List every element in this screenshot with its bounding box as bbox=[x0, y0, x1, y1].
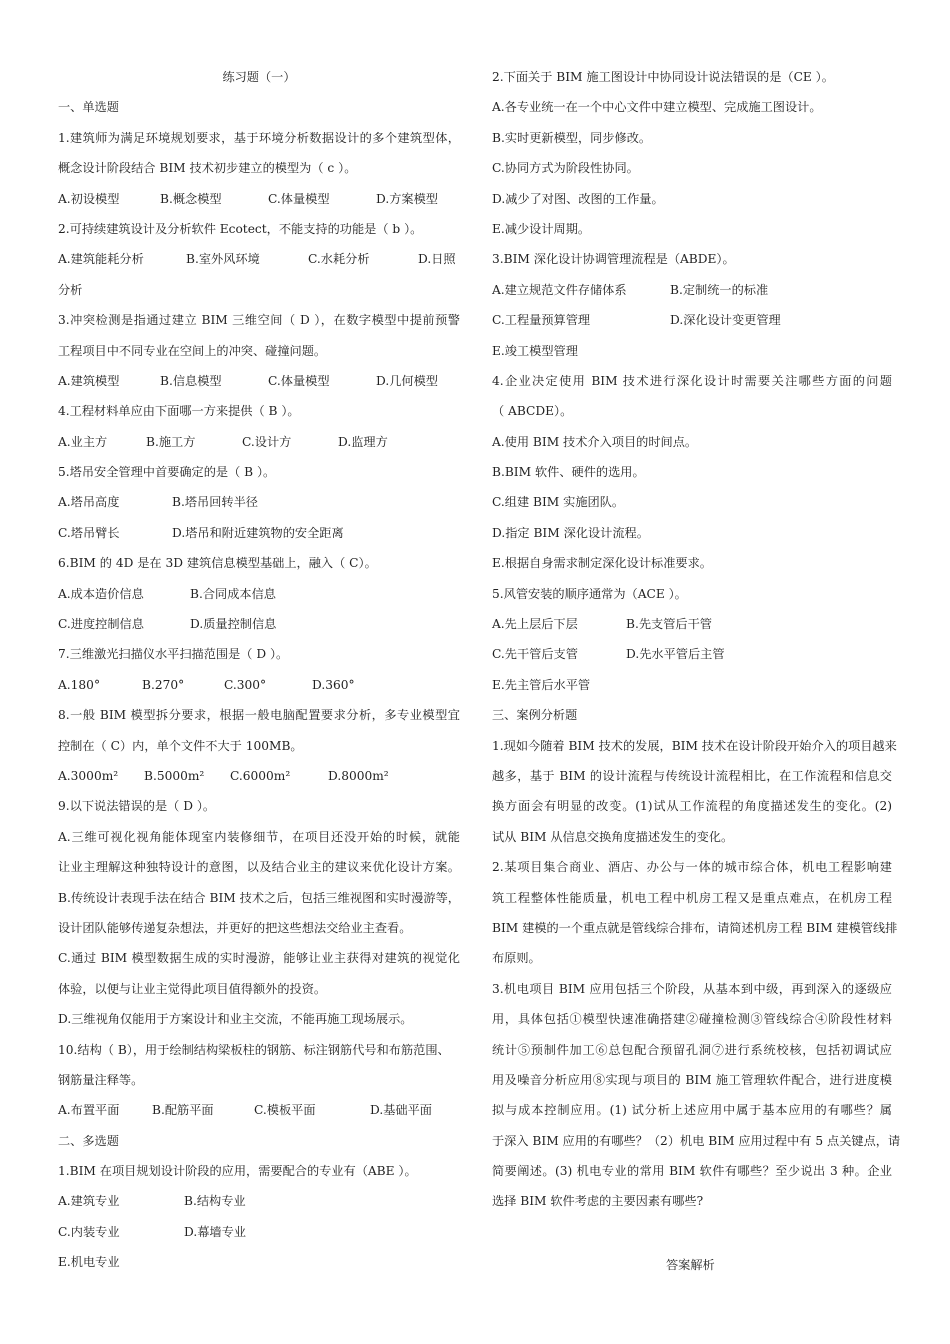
text-line: 试从 BIM 从信息交换角度描述发生的变化。 bbox=[492, 829, 734, 844]
option-row bbox=[58, 244, 460, 274]
option-text: D.基础平面 bbox=[370, 1103, 432, 1118]
option-row bbox=[492, 275, 892, 305]
text-line: 9.以下说法错误的是（ D ）。 bbox=[58, 799, 216, 814]
option-text: A.布置平面 bbox=[58, 1103, 120, 1118]
option-text: C.模板平面 bbox=[254, 1103, 316, 1118]
option-text: A.3000m² bbox=[58, 768, 119, 783]
right-column bbox=[492, 62, 901, 1217]
text-line: 布原则。 bbox=[492, 951, 541, 966]
option-row bbox=[492, 609, 892, 639]
page-title: 练习题（一） bbox=[222, 70, 296, 84]
text-line: 4.企业决定使用 BIM 技术进行深化设计时需要关注哪些方面的问题 bbox=[492, 373, 892, 388]
text-line: 越多，基于 BIM 的设计流程与传统设计流程相比，在工作流程和信息交 bbox=[492, 768, 892, 783]
option-row bbox=[58, 518, 460, 548]
text-line: 概念设计阶段结合 BIM 技术初步建立的模型为（ c ）。 bbox=[58, 161, 357, 176]
option-text: B.合同成本信息 bbox=[190, 586, 276, 601]
text-line: 8.一般 BIM 模型拆分要求，根据一般电脑配置要求分析，多专业模型宜 bbox=[58, 708, 460, 723]
text-line: E.根据自身需求制定深化设计标准要求。 bbox=[492, 556, 712, 571]
text-line: A.三维可视化视角能体现室内装修细节，在项目还没开始的时候，就能 bbox=[58, 829, 460, 844]
option-text: A.先上层后下层 bbox=[492, 617, 578, 632]
option-row bbox=[58, 761, 460, 791]
option-row bbox=[58, 487, 460, 517]
option-text: B.概念模型 bbox=[160, 191, 222, 206]
text-line: E.先主管后水平管 bbox=[492, 677, 591, 692]
text-line: 控制在（ C）内，单个文件不大于 100MB。 bbox=[58, 738, 303, 753]
option-row bbox=[58, 366, 460, 396]
option-text: D.方案模型 bbox=[376, 191, 438, 206]
option-text: C.进度控制信息 bbox=[58, 617, 144, 632]
text-line: 用及噪音分析应用⑧实现与项目的 BIM 施工管理软件配合，进行进度模 bbox=[492, 1072, 892, 1087]
option-text: C.300° bbox=[224, 677, 267, 692]
option-text: C.设计方 bbox=[242, 434, 292, 449]
text-line: BIM 建模的一个重点就是管线综合排布，请简述机房工程 BIM 建模管线排 bbox=[492, 920, 898, 935]
text-line: 2.可持续建筑设计及分析软件 Ecotect，不能支持的功能是（ b ）。 bbox=[58, 221, 423, 236]
text-line: E.减少设计周期。 bbox=[492, 221, 591, 236]
option-row bbox=[58, 427, 460, 457]
option-text: D.深化设计变更管理 bbox=[670, 313, 781, 328]
text-line: C.协同方式为阶段性协同。 bbox=[492, 161, 639, 176]
text-line: 2.某项目集合商业、酒店、办公与一体的城市综合体，机电工程影响建 bbox=[492, 860, 892, 875]
option-row bbox=[58, 184, 460, 214]
option-text: C.工程量预算管理 bbox=[492, 313, 591, 328]
text-line: 设计团队能够传递复杂想法，并更好的把这些想法交给业主查看。 bbox=[58, 920, 412, 935]
option-text: D.日照 bbox=[418, 252, 456, 267]
text-line: 7.三维激光扫描仪水平扫描范围是（ D ）。 bbox=[58, 647, 289, 662]
option-text: D.360° bbox=[312, 677, 355, 692]
text-line: 简要阐述。(3) 机电专业的常用 BIM 软件有哪些？至少说出 3 种。企业 bbox=[492, 1164, 892, 1179]
option-text: B.定制统一的标准 bbox=[670, 282, 769, 297]
option-text: D.先水平管后主管 bbox=[626, 647, 725, 662]
option-row bbox=[58, 1095, 460, 1125]
option-row bbox=[58, 609, 460, 639]
option-text: C.6000m² bbox=[230, 768, 291, 783]
option-text: D.塔吊和附近建筑物的安全距离 bbox=[172, 525, 344, 540]
text-line: A.使用 BIM 技术介入项目的时间点。 bbox=[492, 434, 698, 449]
left-column bbox=[58, 62, 460, 1278]
option-row bbox=[58, 579, 460, 609]
option-text: A.建立规范文件存储体系 bbox=[492, 282, 627, 297]
text-line: 二、多选题 bbox=[58, 1133, 119, 1148]
text-line: （ ABCDE）。 bbox=[492, 404, 573, 419]
text-line: 1.现如今随着 BIM 技术的发展，BIM 技术在设计阶段开始介入的项目越来 bbox=[492, 738, 897, 753]
option-text: C.体量模型 bbox=[268, 373, 330, 388]
text-line: 3.冲突检测是指通过建立 BIM 三维空间（ D ），在数字模型中提前预警 bbox=[58, 313, 460, 328]
option-text: D.质量控制信息 bbox=[190, 617, 277, 632]
text-line: 工程项目中不同专业在空间上的冲突、碰撞问题。 bbox=[58, 343, 327, 358]
text-line: 拟与成本控制应用。(1) 试分析上述应用中属于基本应用的有哪些？属 bbox=[492, 1103, 892, 1118]
text-line: 分析 bbox=[58, 282, 83, 297]
text-line: 统计⑤预制件加工⑥总包配合预留孔洞⑦进行系统校核，包括初调试应 bbox=[492, 1042, 892, 1057]
option-text: A.塔吊高度 bbox=[58, 495, 120, 510]
option-text: B.施工方 bbox=[146, 434, 196, 449]
option-text: A.建筑模型 bbox=[58, 373, 120, 388]
option-row bbox=[492, 305, 892, 335]
text-line: 3.BIM 深化设计协调管理流程是（ABDE）。 bbox=[492, 252, 735, 267]
text-line: 4.工程材料单应由下面哪一方来提供（ B ）。 bbox=[58, 404, 300, 419]
text-line: E.竣工模型管理 bbox=[492, 343, 578, 358]
text-line: 1.BIM 在项目规划设计阶段的应用，需要配合的专业有（ABE ）。 bbox=[58, 1164, 417, 1179]
text-line: 6.BIM 的 4D 是在 3D 建筑信息模型基础上，融入（ C）。 bbox=[58, 556, 377, 571]
option-text: B.结构专业 bbox=[184, 1194, 246, 1209]
option-row bbox=[58, 670, 460, 700]
text-line: C.通过 BIM 模型数据生成的实时漫游，能够让业主获得对建筑的视觉化 bbox=[58, 951, 460, 966]
text-line: 用，具体包括①模型快速准确搭建②碰撞检测③管线综合④阶段性材料 bbox=[492, 1012, 892, 1027]
text-line: 10.结构（ B），用于绘制结构梁板柱的钢筋、标注钢筋代号和布筋范围、 bbox=[58, 1042, 450, 1057]
text-line: 选择 BIM 软件考虑的主要因素有哪些? bbox=[492, 1194, 704, 1209]
option-text: A.初设模型 bbox=[58, 191, 120, 206]
text-line: 2.下面关于 BIM 施工图设计中协同设计说法错误的是（CE ）。 bbox=[492, 70, 834, 84]
option-text: A.建筑专业 bbox=[58, 1194, 120, 1209]
text-line: D.减少了对图、改图的工作量。 bbox=[492, 191, 664, 206]
text-line: E.机电专业 bbox=[58, 1255, 120, 1270]
text-line: 5.风管安装的顺序通常为（ACE ）。 bbox=[492, 586, 687, 601]
option-text: A.业主方 bbox=[58, 434, 108, 449]
text-line: 让业主理解这种独特设计的意图，以及结合业主的建议来优化设计方案。 bbox=[58, 860, 460, 875]
option-text: D.几何模型 bbox=[376, 373, 438, 388]
option-text: B.信息模型 bbox=[160, 373, 222, 388]
option-row bbox=[58, 1217, 460, 1247]
option-text: B.5000m² bbox=[144, 768, 205, 783]
option-text: B.270° bbox=[142, 677, 185, 692]
option-text: D.8000m² bbox=[328, 768, 389, 783]
option-text: B.塔吊回转半径 bbox=[172, 495, 258, 510]
option-row bbox=[58, 1186, 460, 1216]
option-text: D.幕墙专业 bbox=[184, 1224, 246, 1239]
option-text: D.监理方 bbox=[338, 434, 388, 449]
text-line: 体验，以便与让业主觉得此项目值得额外的投资。 bbox=[58, 981, 327, 996]
text-line: D.三维视角仅能用于方案设计和业主交流，不能再施工现场展示。 bbox=[58, 1012, 413, 1027]
text-line: B.实时更新模型，同步修改。 bbox=[492, 130, 652, 145]
option-text: C.内装专业 bbox=[58, 1224, 120, 1239]
option-text: B.配筋平面 bbox=[152, 1103, 214, 1118]
text-line: D.指定 BIM 深化设计流程。 bbox=[492, 525, 649, 540]
text-line: B.传统设计表现手法在结合 BIM 技术之后，包括三维视图和实时漫游等， bbox=[58, 890, 460, 905]
text-line: A.各专业统一在一个中心文件中建立模型、完成施工图设计。 bbox=[492, 100, 822, 115]
option-text: A.成本造价信息 bbox=[58, 586, 144, 601]
option-text: C.水耗分析 bbox=[308, 252, 370, 267]
text-line: 筑工程整体性能质量，机电工程中机房工程又是重点难点，在机房工程 bbox=[492, 890, 892, 905]
text-line: 5.塔吊安全管理中首要确定的是（ B ）。 bbox=[58, 465, 276, 480]
text-line: 钢筋量注释等。 bbox=[58, 1072, 144, 1087]
answer-heading: 答案解析 bbox=[666, 1258, 715, 1272]
option-text: A.建筑能耗分析 bbox=[58, 252, 144, 267]
option-row bbox=[492, 639, 892, 669]
text-line: 换方面会有明显的改变。(1)试从工作流程的角度描述发生的变化。(2) bbox=[492, 799, 892, 814]
text-line: 一、单选题 bbox=[58, 100, 119, 115]
option-text: B.先支管后干管 bbox=[626, 617, 712, 632]
text-line: 三、案例分析题 bbox=[492, 708, 578, 723]
text-line: C.组建 BIM 实施团队。 bbox=[492, 495, 625, 510]
option-text: C.塔吊臂长 bbox=[58, 525, 120, 540]
text-line: 3.机电项目 BIM 应用包括三个阶段，从基本到中级，再到深入的逐级应 bbox=[492, 981, 892, 996]
text-line: 于深入 BIM 应用的有哪些？（2）机电 BIM 应用过程中有 5 点关键点，请 bbox=[492, 1133, 901, 1148]
text-line: B.BIM 软件、硬件的选用。 bbox=[492, 465, 645, 480]
option-text: C.体量模型 bbox=[268, 191, 330, 206]
text-line: 1.建筑师为满足环境规划要求，基于环境分析数据设计的多个建筑型体， bbox=[58, 130, 460, 145]
option-text: C.先干管后支管 bbox=[492, 647, 578, 662]
option-text: A.180° bbox=[58, 677, 101, 692]
option-text: B.室外风环境 bbox=[186, 252, 260, 267]
